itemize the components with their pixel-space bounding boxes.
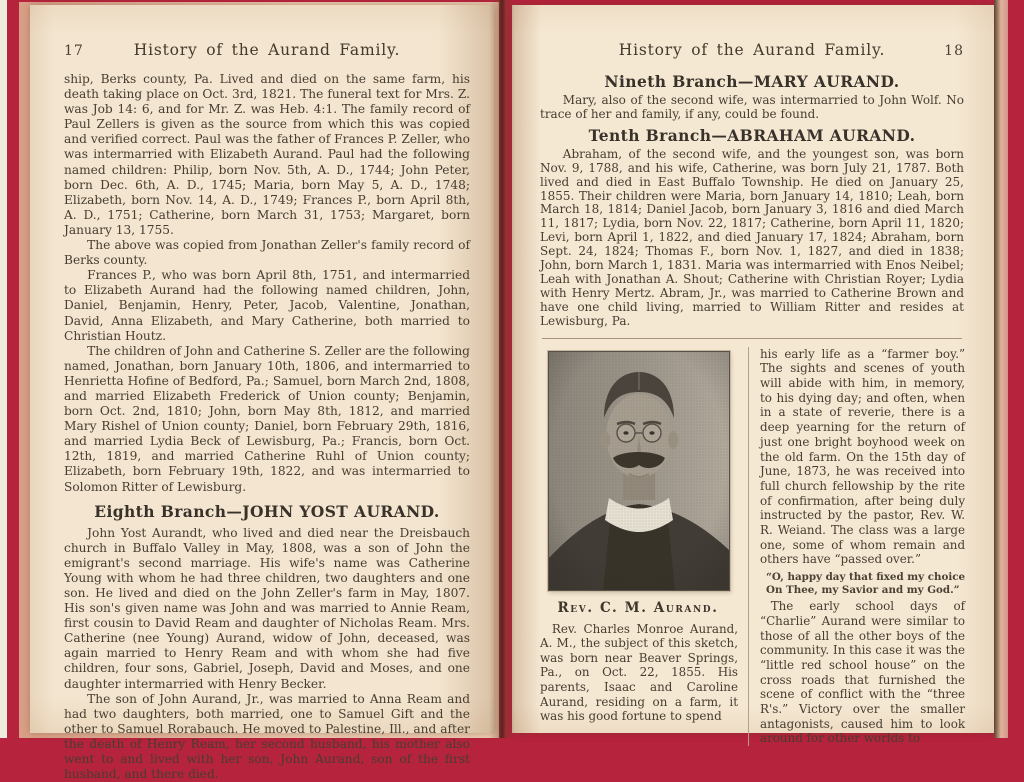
paragraph: ship, Berks county, Pa. Lived and died on the same farm, his death taking place on Oct. 3rd, 1821. The funeral text for Mrs. Z. was Job 14: 6, and for Mr. Z. was Heb. 4:1. The family record of Paul Zellers is given as the source from which this was copied and verified correct. Paul was the father of Frances P. Zeller, who was intermarried with Elizabeth Aurand. Paul had the following named children: Philip, born Nov. 5th, A. D., 1744; John Peter, born Dec. 6th, A. D., 1745; Maria, born May 5, A. D., 1748; Elizabeth, born Nov. 14, A. D., 1749; Frances P., born April 8th, A. D., 1751; Catherine, born March 31, 1753; Margaret, born January 13, 1755.: [64, 72, 470, 237]
column-left: [540, 347, 748, 747]
running-title: History of the Aurand Family.: [133, 41, 401, 59]
page-number: 18: [944, 43, 964, 59]
page-edge-stack-right: [994, 0, 1008, 738]
book-page-left: [30, 5, 494, 782]
photo-caption: Rev. C. M. Aurand.: [557, 599, 719, 616]
hymn-verse: [766, 571, 965, 596]
paragraph: Rev. Charles Monroe Aurand, A. M., the subject of this sketch, was born near Beaver Springs, Pa., on Oct. 22, 1855. His parents, Isaac and Caroline Aurand, residing on a farm, it was his good fortune to spend: [540, 621, 738, 724]
biography-two-column-section: [540, 347, 964, 747]
page-number: 17: [64, 43, 84, 59]
paragraph: Frances P., who was born April 8th, 1751, and intermarried to Elizabeth Aurand had the following named children, John, Daniel, Benjamin, Henry, Peter, Jacob, Valentine, Jonathan, David, Anna Elizabeth, and Mary Catherine, both married to Christian Houtz.: [64, 268, 470, 343]
section-divider-rule: [542, 338, 962, 339]
portrait-illustration: [549, 352, 729, 590]
page-header-left: [64, 41, 470, 59]
section-heading-eighth-branch: Eighth Branch—JOHN YOST AURAND.: [94, 501, 440, 521]
running-title: History of the Aurand Family.: [618, 41, 886, 59]
paragraph: The children of John and Catherine S. Zeller are the following named, Jonathan, born January 10th, 1806, and intermarried to Henrietta Hofine of Bedford, Pa.; Samuel, born March 2nd, 1808, and married Elizabeth Frederick of Union county; Benjamin, born Oct. 2nd, 1810; John, born May 8th, 1812, and married Mary Rishel of Union county; Daniel, born February 29th, 1816, and married Lydia Beck of Lewisburg, Pa.; Francis, born Oct. 12th, 1819, and married Catherine Ruhl of Union county; Elizabeth, born February 19th, 1822, and was intermarried to Solomon Ritter of Lewisburg.: [64, 343, 470, 494]
paragraph: Abraham, of the second wife, and the youngest son, was born Nov. 9, 1788, and his wife, Catherine, was born July 21, 1787. Both lived and died in East Buffalo Township. He died on January 25, 1855. Their children were Maria, born January 14, 1810; Leah, born March 18, 1814; Daniel Jacob, born January 3, 1816 and died March 11, 1817; Lydia, born Nov. 22, 1817; Catherine, born April 11, 1820; Levi, born April 1, 1822, and died January 17, 1824; Abraham, born Sept. 24, 1824; Thomas F., born Nov. 1, 1827, and died in 1838; John, born March 1, 1831. Maria was intermarried with Enos Neibel; Leah with Jonathan A. Shout; Catherine with Christian Royer; Lydia with Henry Mertz. Abram, Jr., was married to Catherine Brown and have one child living, married to William Ritter and resides at Lewisburg, Pa.: [540, 146, 964, 328]
page-header-right: [540, 41, 964, 59]
section-heading-tenth-branch: Tenth Branch—ABRAHAM AURAND.: [588, 125, 916, 145]
verse-line: On Thee, my Savior and my God.”: [766, 583, 960, 596]
paragraph: John Yost Aurandt, who lived and died near the Dreisbauch church in Buffalo Valley in May, 1808, was a son of John the emigrant's second marriage. His wife's name was Catherine Young with whom he had three children, two daughters and one son. He lived and died on the John Zeller's farm in May, 1807. His son's given name was John and was married to Annie Ream, first cousin to David Ream and daughter of Nicholas Ream. Mrs. Catherine (nee Young) Aurand, widow of John, deceased, was again married to Henry Ream and with whom she had five children, four sons, Gabriel, Joseph, David and Moses, and one daughter intermarried with Henry Becker.: [64, 525, 470, 691]
right-page-body: [540, 72, 964, 329]
column-right: [749, 347, 965, 747]
paragraph: The above was copied from Jonathan Zeller's family record of Berks county.: [64, 238, 470, 268]
scanner-edge: [0, 0, 7, 738]
portrait-photo-rev-c-m-aurand: [548, 351, 730, 591]
paragraph: his early life as a “farmer boy.” The sights and scenes of youth will abide with him, in memory, to his dying day; and often, when in a state of reverie, there is a deep yearning for the return of just one bright boyhood week on the old farm. On the 15th day of June, 1873, he was received into full church fellowship by the rite of confirmation, after being duly instructed by the pastor, Rev. W. R. Weiand. The class was a large one, some of whom remain and others have “passed over.”: [760, 346, 966, 567]
section-heading-nineth-branch: Nineth Branch—MARY AURAND.: [604, 72, 900, 91]
paragraph: Mary, also of the second wife, was intermarried to John Wolf. No trace of her and family, if any, could be found.: [540, 93, 964, 121]
paragraph: The son of John Aurand, Jr., was married to Anna Ream and had two daughters, both married, one to Samuel Gift and the other to Samuel Rorabauch. He moved to Palestine, Ill., and after the death of Henry Ream, her second husband, his mother also went to and lived with her son, John Aurand, son of the first husband, and there died.: [64, 691, 470, 782]
paragraph: The early school days of “Charlie” Aurand were similar to those of all the other boys of the community. In this case it was the “little red school house” on the cross roads that furnished the scene of conflict with the “three R's.” Victory over the smaller antagonists, caused him to look around for other worlds to: [760, 599, 966, 746]
book-page-right: [512, 5, 994, 746]
left-page-body: [64, 72, 470, 782]
verse-line: “O, happy day that fixed my choice: [766, 571, 966, 584]
